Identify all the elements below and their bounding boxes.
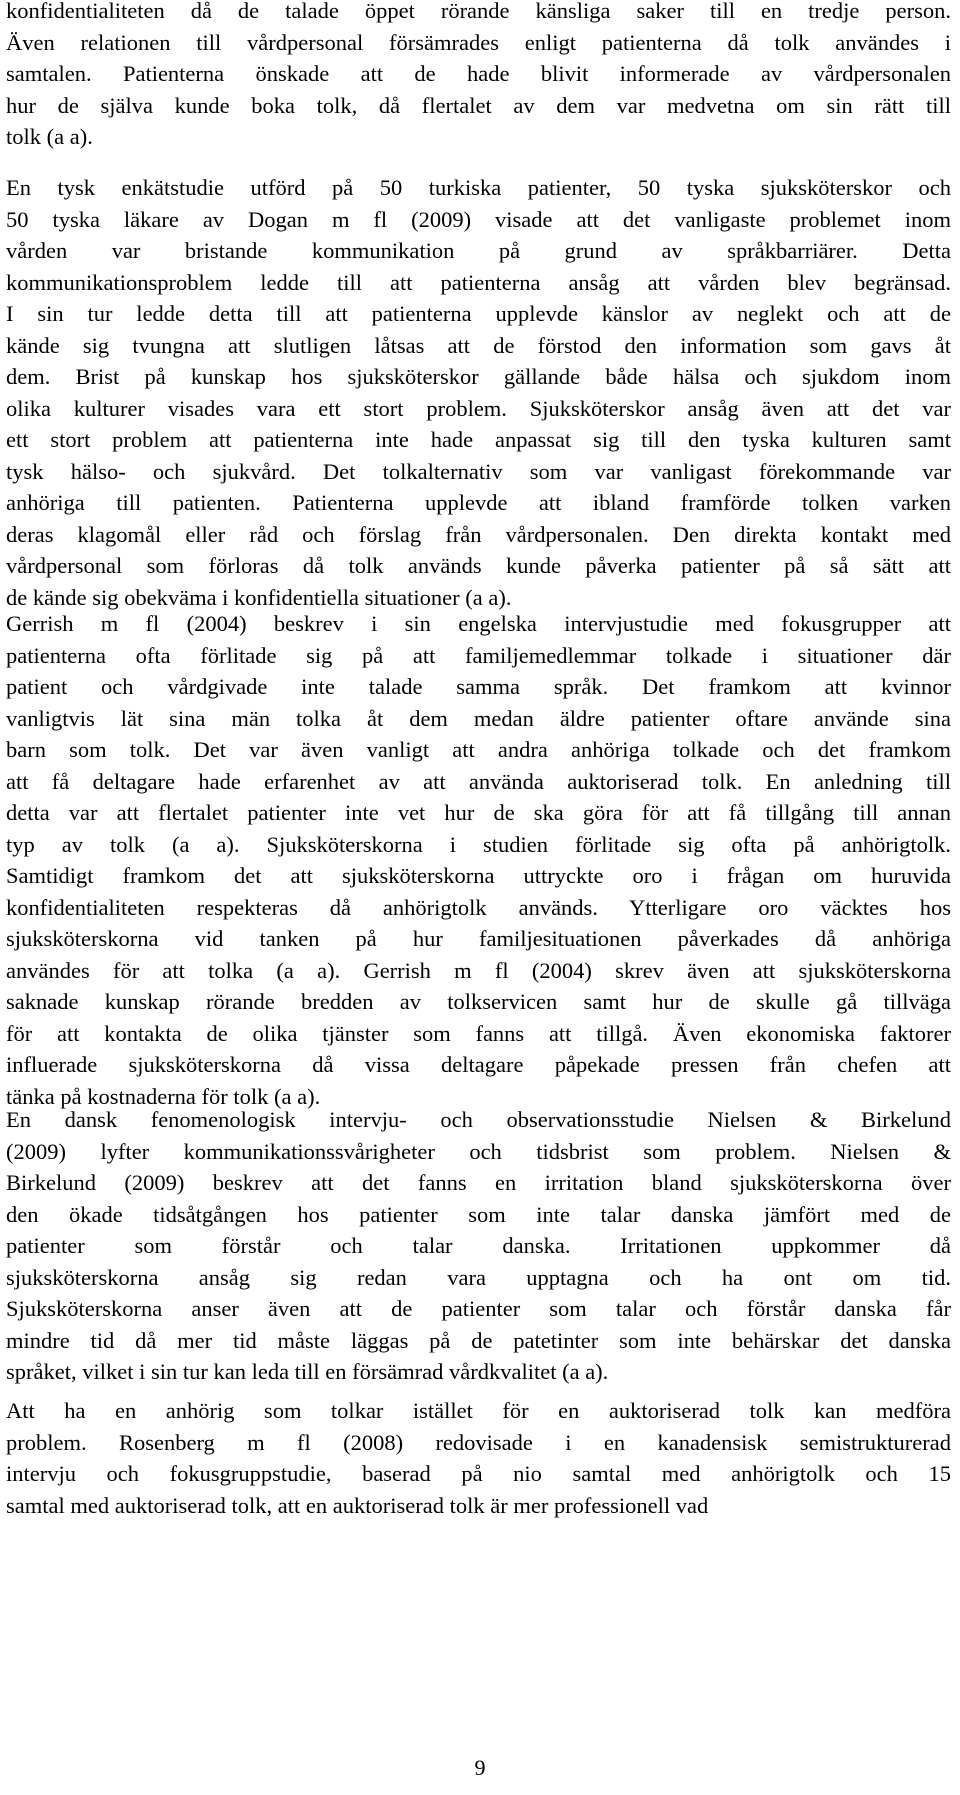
text-line: dem. Brist på kunskap hos sjuksköterskor gällande både hälsa och sjukdom inom bbox=[6, 364, 951, 389]
text-line: deras klagomål eller råd och förslag från vårdpersonalen. Den direkta kontakt med bbox=[6, 521, 951, 547]
text-line: En tysk enkätstudie utförd på 50 turkiska patienter, 50 tyska sjuksköterskor och bbox=[6, 175, 951, 200]
text-line: Även relationen till vårdpersonal försämrades enligt patienterna då tolk användes i bbox=[6, 29, 951, 55]
text-line: olika kulturer visades vara ett stort problem. Sjuksköterskor ansåg även att det var bbox=[6, 395, 951, 421]
text-line: saknade kunskap rörande bredden av tolkservicen samt hur de skulle gå tillväga bbox=[6, 989, 951, 1014]
text-line: 50 tyska läkare av Dogan m fl (2009) visade att det vanligaste problemet inom bbox=[6, 206, 951, 232]
text-line: patient och vårdgivade inte talade samma språk. Det framkom att kvinnor bbox=[6, 674, 951, 699]
text-line: sjuksköterskorna vid tanken på hur familjesituationen påverkades då anhöriga bbox=[6, 926, 951, 951]
text-line: att få deltagare hade erfarenhet av att använda auktoriserad tolk. En anledning till bbox=[6, 768, 951, 794]
paragraph-5 bbox=[6, 1395, 951, 1521]
text-line: barn som tolk. Det var även vanligt att andra anhöriga tolkade och det framkom bbox=[6, 737, 951, 762]
text-line: I sin tur ledde detta till att patienterna upplevde känslor av neglekt och att de bbox=[6, 301, 951, 326]
text-line: samtalen. Patienterna önskade att de hade blivit informerade av vårdpersonalen bbox=[6, 61, 951, 86]
text-line: hur de själva kunde boka tolk, då flertalet av dem var medvetna om sin rätt till bbox=[6, 92, 951, 118]
text-line: sjuksköterskorna ansåg sig redan vara upptagna och ha ont om tid. bbox=[6, 1264, 951, 1290]
text-line: de kände sig obekväma i konfidentiella situationer (a a). bbox=[6, 584, 512, 610]
text-line: för att kontakta de olika tjänster som fanns att tillgå. Även ekonomiska faktorer bbox=[6, 1020, 951, 1046]
text-line: typ av tolk (a a). Sjuksköterskorna i studien förlitade sig ofta på anhörigtolk. bbox=[6, 831, 951, 857]
text-line: En dansk fenomenologisk intervju- och observationsstudie Nielsen & Birkelund bbox=[6, 1107, 951, 1132]
text-line: vanligtvis lät sina män tolka åt dem medan äldre patienter oftare använde sina bbox=[6, 705, 951, 731]
text-line: Sjuksköterskorna anser även att de patienter som talar och förstår danska får bbox=[6, 1296, 951, 1321]
text-line: Samtidigt framkom det att sjuksköterskorna uttryckte oro i frågan om huruvida bbox=[6, 863, 951, 888]
text-line: användes för att tolka (a a). Gerrish m fl (2004) skrev även att sjuksköterskorna bbox=[6, 957, 951, 983]
text-line: tysk hälso- och sjukvård. Det tolkalternativ som var vanligast förekommande var bbox=[6, 458, 951, 484]
text-line: kommunikationsproblem ledde till att patienterna ansåg att vården blev begränsad. bbox=[6, 269, 951, 295]
text-line: Gerrish m fl (2004) beskrev i sin engelska intervjustudie med fokusgrupper att bbox=[6, 611, 951, 636]
paragraph-2 bbox=[6, 172, 951, 613]
page-number: 9 bbox=[474, 1755, 486, 1780]
text-line: konfidentialiteten då de talade öppet rörande känsliga saker till en tredje person. bbox=[6, 0, 951, 23]
text-line: influerade sjuksköterskorna då vissa deltagare påpekade pressen från chefen att bbox=[6, 1052, 951, 1077]
text-line: tolk (a a). bbox=[6, 124, 93, 149]
text-line: kände sig tvungna att slutligen låtsas att de förstod den information som gavs åt bbox=[6, 332, 951, 358]
paragraph-3 bbox=[6, 608, 951, 1112]
paragraph-1 bbox=[6, 0, 951, 153]
text-line: patienterna ofta förlitade sig på att familjemedlemmar tolkade i situationer där bbox=[6, 642, 951, 668]
text-line: (2009) lyfter kommunikationssvårigheter och tidsbrist som problem. Nielsen & bbox=[6, 1138, 951, 1164]
text-line: intervju och fokusgruppstudie, baserad på nio samtal med anhörigtolk och 15 bbox=[6, 1461, 951, 1486]
text-line: tänka på kostnaderna för tolk (a a). bbox=[6, 1083, 321, 1109]
text-line: konfidentialiteten respekteras då anhörigtolk används. Ytterligare oro väcktes hos bbox=[6, 894, 951, 920]
text-line: språket, vilket i sin tur kan leda till en försämrad vårdkvalitet (a a). bbox=[6, 1359, 609, 1384]
text-line: patienter som förstår och talar danska. Irritationen uppkommer då bbox=[6, 1233, 951, 1258]
text-line: vårdpersonal som förloras då tolk används kunde påverka patienter på så sätt att bbox=[6, 553, 951, 578]
text-line: mindre tid då mer tid måste läggas på de patetinter som inte behärskar det danska bbox=[6, 1327, 951, 1353]
text-line: vården var bristande kommunikation på grund av språkbarriärer. Detta bbox=[6, 238, 951, 263]
text-line: problem. Rosenberg m fl (2008) redovisade i en kanadensisk semistrukturerad bbox=[6, 1429, 951, 1455]
paragraph-4 bbox=[6, 1104, 951, 1388]
text-line: Birkelund (2009) beskrev att det fanns en irritation bland sjuksköterskorna över bbox=[6, 1170, 951, 1195]
text-line: detta var att flertalet patienter inte vet hur de ska göra för att få tillgång till annan bbox=[6, 800, 951, 825]
text-line: Att ha en anhörig som tolkar istället för en auktoriserad tolk kan medföra bbox=[6, 1398, 951, 1423]
text-line: den ökade tidsåtgången hos patienter som inte talar danska jämfört med de bbox=[6, 1201, 951, 1227]
text-line: samtal med auktoriserad tolk, att en auktoriserad tolk är mer professionell vad bbox=[6, 1492, 709, 1518]
text-line: anhöriga till patienten. Patienterna upplevde att ibland framförde tolken varken bbox=[6, 490, 951, 515]
text-line: ett stort problem att patienterna inte hade anpassat sig till den tyska kulturen samt bbox=[6, 427, 951, 452]
